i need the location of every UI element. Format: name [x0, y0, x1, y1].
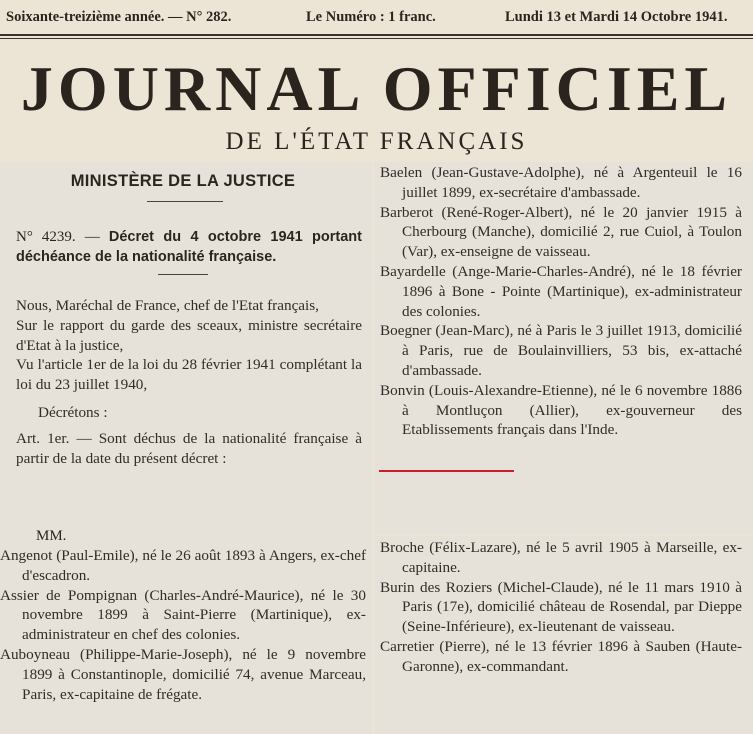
ministry-heading: MINISTÈRE DE LA JUSTICE: [70, 172, 296, 190]
preamble-paragraph: Sur le rapport du garde des sceaux, ministre secrétaire d'Etat à la justice,: [16, 316, 362, 354]
list-item-highlighted: Bonvin (Louis-Alexandre-Etienne), né le 6 novembre 1886 à Montluçon (Allier), ex-gouverneur des Etablissements français dans l'Inde.: [380, 381, 742, 439]
list-item: Assier de Pompignan (Charles-André-Maurice), né le 30 novembre 1899 à Saint-Pierre (Martinique), ex-administrateur en chef des colonies.: [0, 586, 366, 644]
preamble-paragraph: Décrétons :: [38, 403, 108, 421]
list-item: Barberot (René-Roger-Albert), né le 20 janvier 1915 à Cherbourg (Manche), domicilié 2, rue Cuiol, à Toulon (Var), ex-enseigne de vaisseau.: [380, 203, 742, 261]
header-rule-thin: [0, 38, 753, 39]
entry-list-left: [0, 546, 366, 704]
ministry-rule: [147, 201, 223, 202]
list-item: Baelen (Jean-Gustave-Adolphe), né à Argenteuil le 16 juillet 1899, ex-secrétaire d'ambassade.: [380, 164, 742, 201]
issue-date: Lundi 13 et Mardi 14 Octobre 1941.: [505, 9, 728, 25]
masthead-subtitle: DE L'ÉTAT FRANÇAIS: [225, 128, 528, 155]
list-item: Auboyneau (Philippe-Marie-Joseph), né le 9 novembre 1899 à Constantinople, domicilié 74, avenue Marceau, Paris, ex-capitaine de frégate.: [0, 645, 366, 703]
entry-list-right-top: [380, 163, 742, 440]
decree-number: N° 4239. —: [16, 229, 109, 245]
list-item: Boegner (Jean-Marc), né à Paris le 3 juillet 1913, domicilié à Paris, rue de Boulainvilliers, 53 bis, ex-attaché d'ambassade.: [380, 322, 742, 379]
header-bar: [0, 0, 753, 34]
edition-info: Soixante-treizième année. — N° 282.: [6, 9, 232, 25]
list-item: Carretier (Pierre), né le 13 février 1896 à Sauben (Haute-Garonne), ex-commandant.: [380, 637, 742, 675]
decree-heading: [16, 227, 362, 267]
masthead-title: JOURNAL OFFICIEL: [20, 53, 733, 124]
decree-rule: [158, 274, 208, 275]
entry-list-right-bottom: [380, 538, 742, 677]
highlight-underline: [379, 470, 514, 472]
preamble-paragraph: Vu l'article 1er de la loi du 28 février 1941 complétant la loi du 23 juillet 1940,: [16, 356, 362, 394]
decree-title: Décret du 4 octobre 1941 portant déchéance de la nationalité française.: [16, 229, 362, 265]
list-item: Angenot (Paul-Emile), né le 26 août 1893 à Angers, ex-chef d'escadron.: [0, 547, 366, 584]
article-paragraph: Art. 1er. — Sont déchus de la nationalité française à partir de la date du présent décret :: [16, 429, 362, 467]
issue-price: Le Numéro : 1 franc.: [306, 9, 436, 25]
preamble-paragraph: Nous, Maréchal de France, chef de l'Etat français,: [16, 297, 319, 314]
mm-label: MM.: [36, 528, 67, 544]
list-item: Bayardelle (Ange-Marie-Charles-André), né le 18 février 1896 à Bone - Pointe (Martinique), ex-administrateur des colonies.: [380, 262, 742, 320]
decree-preamble: [16, 296, 362, 468]
header-rule: [0, 34, 753, 36]
list-item: Burin des Roziers (Michel-Claude), né le 11 mars 1910 à Paris (17e), domicilié château de Rosendal, par Dieppe (Seine-Inférieure), ex-lieutenant de vaisseau.: [380, 578, 742, 636]
list-item: Broche (Félix-Lazare), né le 5 avril 1905 à Marseille, ex-capitaine.: [380, 539, 742, 576]
